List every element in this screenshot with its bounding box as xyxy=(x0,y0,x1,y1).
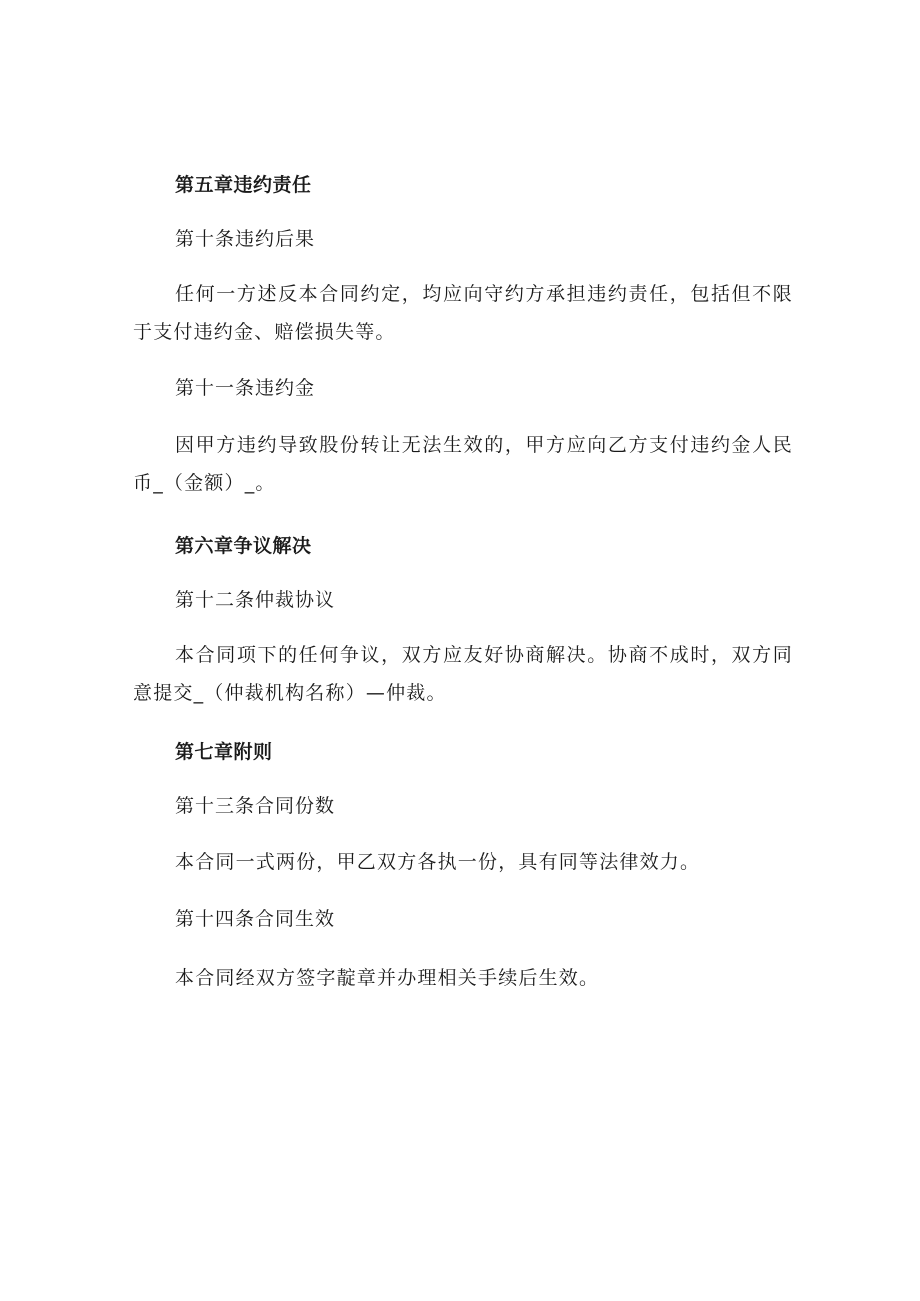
chapter-7-heading: 第七章附则 xyxy=(175,741,273,763)
chapter-5-heading: 第五章违约责任 xyxy=(175,174,312,196)
article-14-heading: 第十四条合同生效 xyxy=(175,908,336,930)
article-10-heading: 第十条违约后果 xyxy=(175,228,316,250)
article-11-text: 因甲方违约导致股份转让无法生效的，甲方应向乙方支付违约金人民币_（金额）_。 xyxy=(133,434,793,494)
article-10-text: 任何一方述反本合同约定，均应向守约方承担违约责任，包括但不限于支付违约金、赔偿损失等。 xyxy=(133,283,793,343)
article-14-text: 本合同经双方签字靛章并办理相关手续后生效。 xyxy=(175,967,600,989)
article-13-text: 本合同一式两份，甲乙双方各执一份，具有同等法律效力。 xyxy=(175,851,701,873)
article-13-heading: 第十三条合同份数 xyxy=(175,795,336,817)
article-12-text: 本合同项下的任何争议，双方应友好协商解决。协商不成时，双方同意提交_（仲裁机构名称）—仲裁。 xyxy=(133,644,793,704)
article-12-heading: 第十二条仲裁协议 xyxy=(175,589,336,611)
article-11-heading: 第十一条违约金 xyxy=(175,377,316,399)
chapter-6-heading: 第六章争议解决 xyxy=(175,535,312,557)
